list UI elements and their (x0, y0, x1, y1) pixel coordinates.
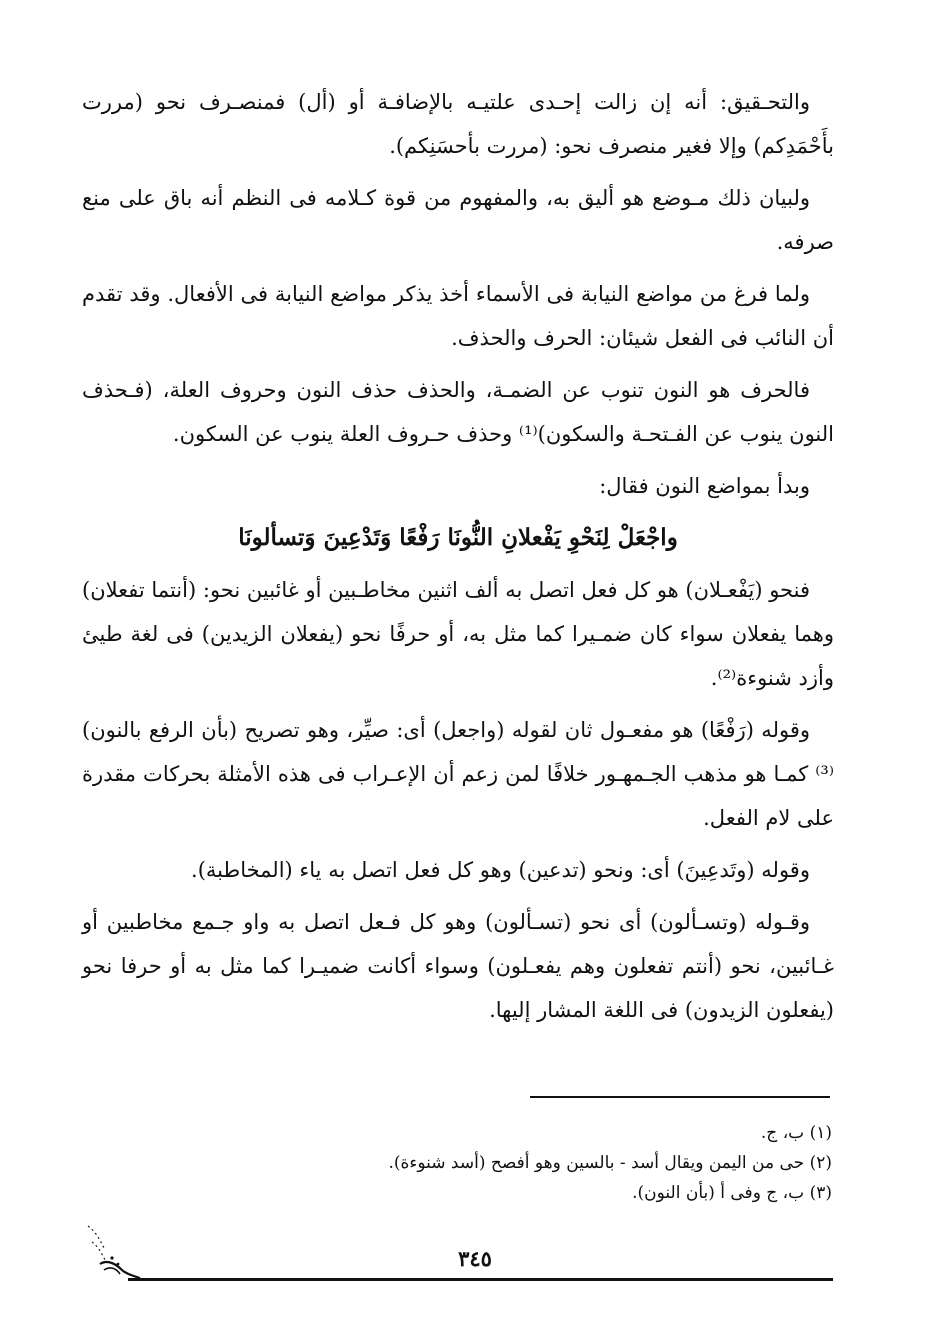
footnote-separator (530, 1096, 830, 1098)
footnote-3: (٣) ب، ج وفى أ (بأن النون). (632, 1183, 832, 1203)
paragraph-4: فالحرف هو النون تنوب عن الضمـة، والحذف حذف النون وحروف العلة، (فـحذف النون ينوب عن الفـتحـة والسكون)⁽¹⁾ وحذف حـروف العلة ينوب عن السكون. (82, 378, 834, 446)
paragraph-2: ولبيان ذلك مـوضع هو أليق به، والمفهوم من قوة كـلامه فى النظم أنه باق على منع صرفه. (82, 186, 834, 254)
paragraph-5: وبدأ بمواضع النون فقال: (599, 474, 810, 498)
paragraph-8: وقوله (وتَدعِينَ) أى: ونحو (تدعين) وهو كل فعل اتصل به ياء (المخاطبة). (191, 858, 810, 882)
page-number: ٣٤٥ (458, 1246, 492, 1271)
poetry-verse: واجْعَلْ لِنَحْوِ يَفْعلانِ النُّونَا رَفْعًا وَتَدْعِينَ وَتسألونَا (238, 524, 678, 551)
footnote-1: (١) ب، ج. (760, 1123, 832, 1143)
paragraph-9: وقـوله (وتسـألون) أى نحو (تسـألون) وهو كل فـعل اتصل به واو جـمع مخاطبين أو غـائبين، نحو (أنتم تفعلون وهم يفعـلون) وسواء أكانت ضميـرا كما مثل به أو حرفا نحو (يفعلون الزيدون) فى اللغة المشار إليها. (82, 910, 834, 1022)
paragraph-1: والتحـقيق: أنه إن زالت إحـدى علتيـه بالإضافـة أو (أل) فمنصـرف نحو (مررت بأَحْمَدِكم) وإلا فغير منصرف نحو: (مررت بأحسَنِكم). (82, 90, 834, 158)
bottom-rule (128, 1278, 833, 1281)
footnote-2: (٢) حى من اليمن ويقال أسد - بالسين وهو أفصح (أسد شنوءة). (388, 1153, 832, 1173)
paragraph-7: وقوله (رَفْعًا) هو مفعـول ثان لقوله (واجعل) أى: صيِّر، وهو تصريح (بأن الرفع بالنون)⁽³⁾ كمـا هو مذهب الجـمهـور خلافًا لمن زعم أن الإعـراب فى هذه الأمثلة بحركات مقدرة على لام الفعل. (82, 718, 834, 830)
paragraph-6: فنحو (يَفْعـلان) هو كل فعل اتصل به ألف اثنين مخاطـبين أو غائبين نحو: (أنتما تفعلان) وهما يفعلان سواء كان ضمـيرا كما مثل به، أو حرفًا نحو (يفعلان الزيدين) فى لغة طيئ وأزد شنوءة⁽²⁾. (82, 578, 834, 690)
footnotes (82, 1118, 832, 1208)
corner-ornament-icon (82, 1220, 142, 1282)
paragraph-3: ولما فرغ من مواضع النيابة فى الأسماء أخذ يذكر مواضع النيابة فى الأفعال. وقد تقدم أن النائب فى الفعل شيئان: الحرف والحذف. (82, 282, 834, 350)
main-text (82, 80, 834, 1040)
